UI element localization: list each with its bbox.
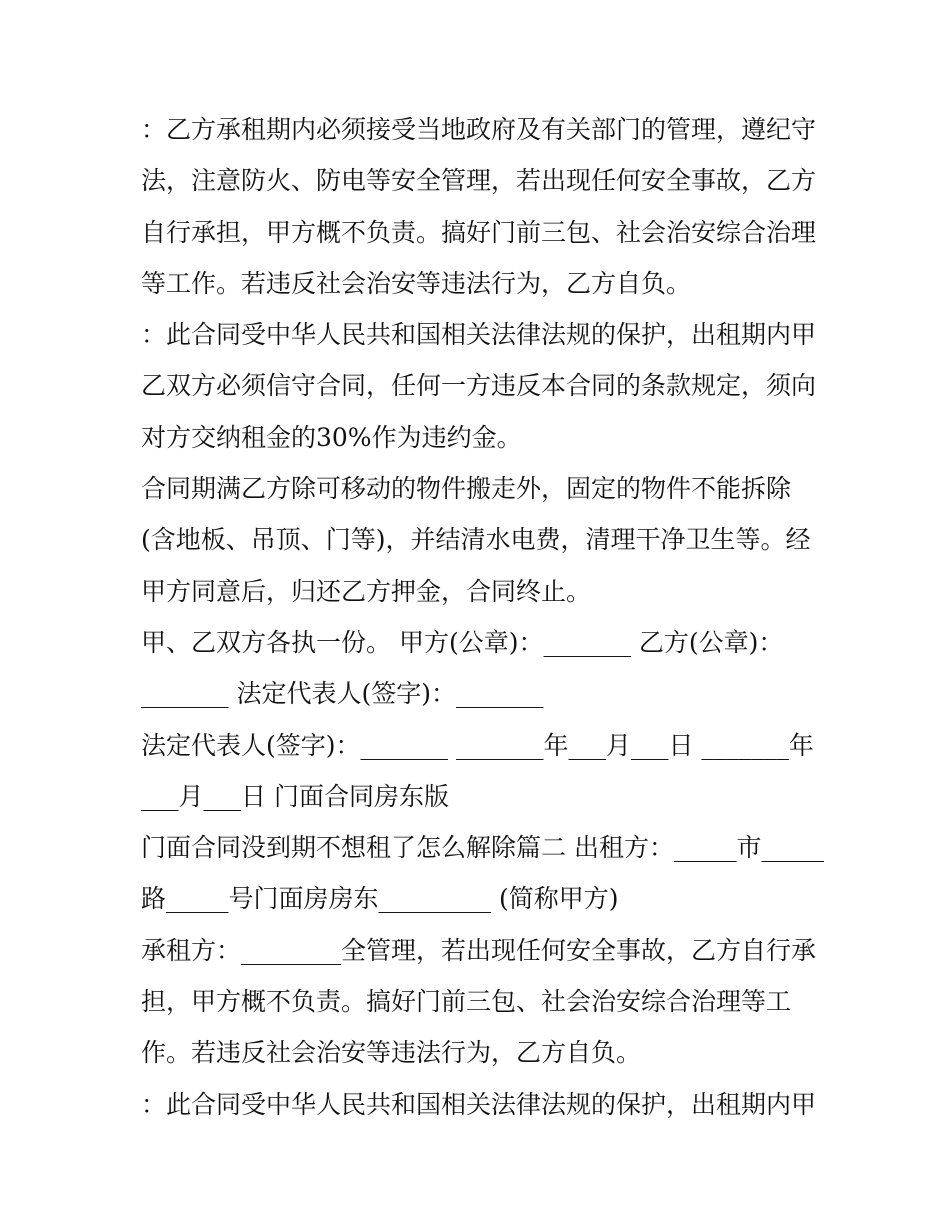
text-line: ：乙方承租期内必须接受当地政府及有关部门的管理，遵纪守 xyxy=(141,115,817,144)
document-body xyxy=(141,104,824,1130)
text-line: 法，注意防火、防电等安全管理，若出现任何安全事故，乙方 xyxy=(141,166,817,196)
text-line: (含地板、吊顶、门等)，并结清水电费，清理干净卫生等。经 xyxy=(141,525,811,555)
text-line: 法定代表人(签字)：_______ _______年___月___日 _______年 xyxy=(141,730,814,760)
text-line: ___月___日 门面合同房东版 xyxy=(141,781,449,811)
text-line: 自行承担，甲方概不负责。搞好门前三包、社会治安综合治理 xyxy=(141,217,817,247)
text-line: ：此合同受中华人民共和国相关法律法规的保护，出租期内甲 xyxy=(141,1089,817,1119)
text-line: 对方交纳租金的30%作为违约金。 xyxy=(141,422,522,452)
text-line: 作。若违反社会治安等违法行为，乙方自负。 xyxy=(141,1038,642,1068)
text-line: 路_____号门面房房东_________ (简称甲方) xyxy=(141,884,619,914)
text-line: 甲、乙双方各执一份。 甲方(公章)：_______ 乙方(公章)： xyxy=(141,627,784,657)
text-line: 承租方：________全管理，若出现任何安全事故，乙方自行承 xyxy=(141,935,817,965)
text-line: 等工作。若违反社会治安等违法行为，乙方自负。 xyxy=(141,268,692,298)
text-line: 门面合同没到期不想租了怎么解除篇二 出租方：_____市_____ xyxy=(141,833,824,863)
text-line: 合同期满乙方除可移动的物件搬走外，固定的物件不能拆除 xyxy=(141,474,792,504)
text-line: ：此合同受中华人民共和国相关法律法规的保护，出租期内甲 xyxy=(141,320,817,350)
text-line: 乙双方必须信守合同，任何一方违反本合同的条款规定，须向 xyxy=(141,371,817,401)
text-line: 甲方同意后，归还乙方押金，合同终止。 xyxy=(141,576,592,606)
text-line: 担，甲方概不负责。搞好门前三包、社会治安综合治理等工 xyxy=(141,987,792,1017)
text-line: _______ 法定代表人(签字)：_______ xyxy=(141,679,544,709)
